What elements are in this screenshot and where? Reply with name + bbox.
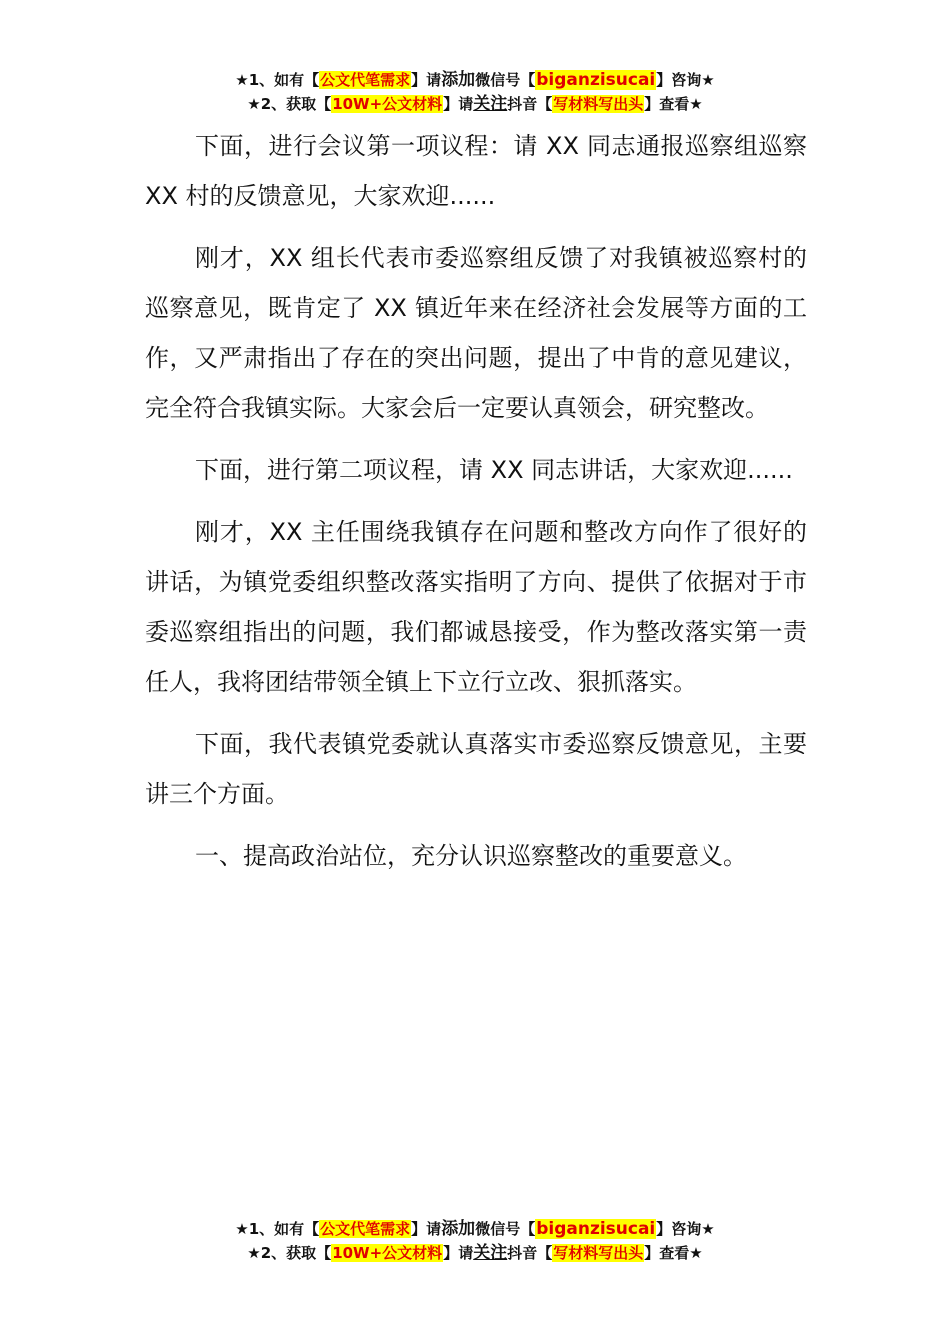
banner-text: 】查看★	[644, 1244, 703, 1262]
banner-text: 】咨询★	[656, 1220, 715, 1238]
highlight-service: 公文代笔需求	[320, 71, 411, 89]
paragraph-intro-three-aspects: 下面，我代表镇党委就认真落实市委巡察反馈意见，主要讲三个方面。	[145, 730, 807, 808]
highlight-douyin-account: 写材料写出头	[553, 95, 644, 113]
banner-line-1	[0, 68, 950, 92]
banner-text: ★2、获取【	[247, 95, 332, 113]
highlight-douyin-account: 写材料写出头	[553, 1244, 644, 1262]
banner-line-2	[0, 92, 950, 116]
banner-text: ★1、如有【	[235, 1220, 320, 1238]
paragraph-agenda-2: 下面，进行第二项议程，请 XX 同志讲话，大家欢迎......	[195, 456, 793, 484]
banner-text: 微信号【	[475, 1220, 536, 1238]
highlight-service: 公文代笔需求	[320, 1220, 411, 1238]
banner-text: ★2、获取【	[247, 1244, 332, 1262]
banner-text: ★1、如有【	[235, 71, 320, 89]
highlight-wechat-id: biganzisucai	[536, 70, 656, 90]
banner-text: 】查看★	[644, 95, 703, 113]
paragraph-speech-response: 刚才，XX 主任围绕我镇存在问题和整改方向作了很好的讲话，为镇党委组织整改落实指明了方向、提供了依据对于市委巡察组指出的问题，我们都诚恳接受，作为整改落实第一责任人，我将团结带领全镇上下立行立改、狠抓落实。	[145, 518, 807, 696]
banner-line-1	[0, 1217, 950, 1241]
banner-text: 】请	[411, 1220, 442, 1238]
section-heading-1: 一、提高政治站位，充分认识巡察整改的重要意义。	[195, 842, 747, 870]
banner-text: 抖音【	[507, 1244, 553, 1262]
emphasis-word: 添加	[441, 70, 476, 90]
document-body	[145, 121, 807, 893]
banner-text: 】请	[411, 71, 442, 89]
banner-text: 微信号【	[475, 71, 536, 89]
banner-text: 】请	[443, 1244, 474, 1262]
highlight-materials: 10W+公文材料	[332, 1244, 443, 1262]
emphasis-word: 添加	[441, 1219, 476, 1239]
emphasis-word: 关注	[473, 94, 508, 114]
banner-line-2	[0, 1241, 950, 1265]
banner-text: 抖音【	[507, 95, 553, 113]
banner-text: 】请	[443, 95, 474, 113]
paragraph-agenda-1: 下面，进行会议第一项议程：请 XX 同志通报巡察组巡察 XX 村的反馈意见，大家欢迎......	[145, 132, 807, 210]
header-banner	[0, 68, 950, 116]
emphasis-word: 关注	[473, 1243, 508, 1263]
highlight-materials: 10W+公文材料	[332, 95, 443, 113]
highlight-wechat-id: biganzisucai	[536, 1219, 656, 1239]
footer-banner	[0, 1217, 950, 1265]
paragraph-feedback-response: 刚才，XX 组长代表市委巡察组反馈了对我镇被巡察村的巡察意见，既肯定了 XX 镇近年来在经济社会发展等方面的工作，又严肃指出了存在的突出问题，提出了中肯的意见建议，完全符合我镇实际。大家会后一定要认真领会，研究整改。	[145, 244, 807, 422]
banner-text: 】咨询★	[656, 71, 715, 89]
